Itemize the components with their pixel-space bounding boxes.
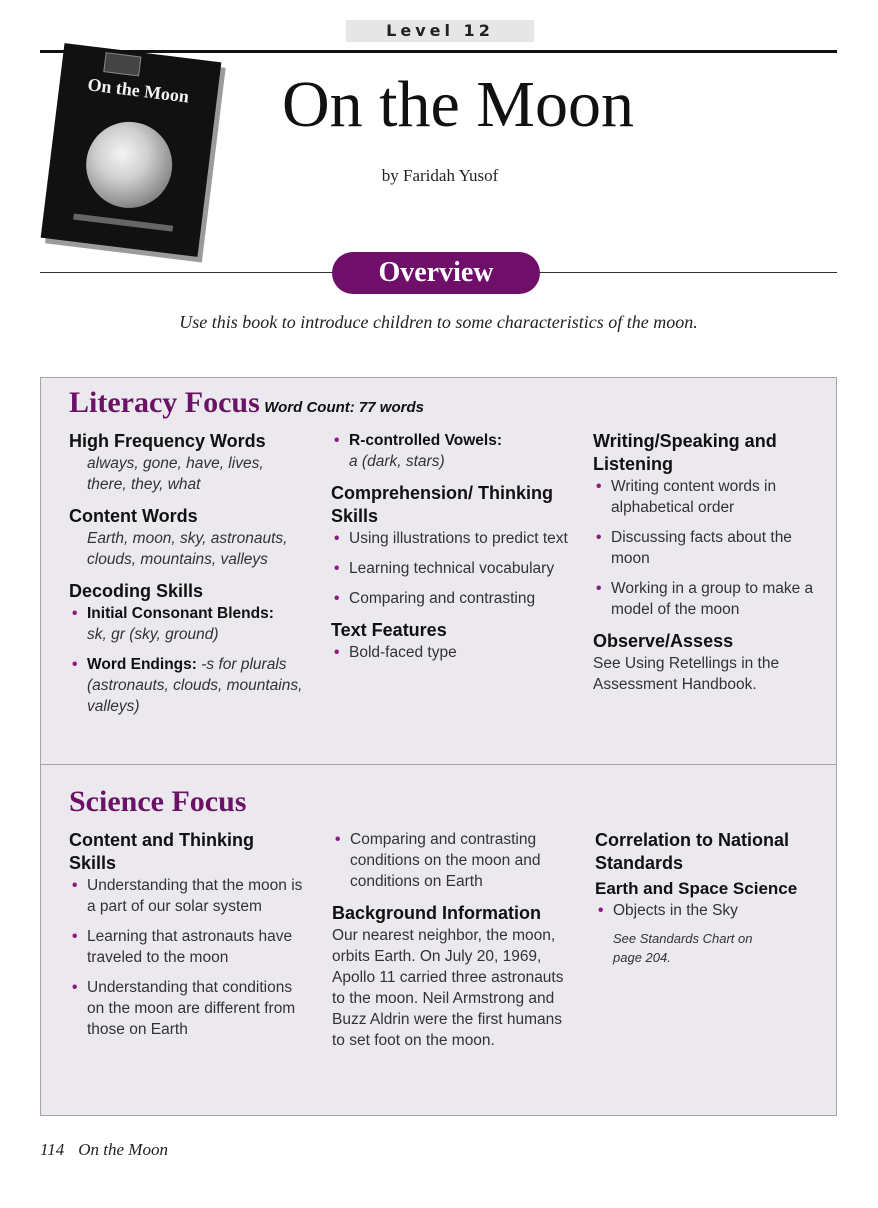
science-col-2: [332, 829, 572, 1051]
footer-book-title: On the Moon: [78, 1140, 168, 1159]
list-item: • Understanding that the moon is a part of our solar system: [69, 875, 305, 917]
text-features-list: [331, 642, 571, 663]
hfw-heading: High Frequency Words: [69, 431, 266, 451]
list-item: • Working in a group to make a model of the moon: [593, 578, 829, 620]
earth-space-list: [595, 900, 829, 921]
overview-badge: Overview: [332, 252, 540, 294]
rcontrolled-list: [331, 430, 571, 472]
science-focus-heading: Science Focus: [69, 785, 247, 818]
comprehension-list: [331, 528, 571, 609]
byline: by Faridah Yusof: [381, 166, 499, 185]
list-item: • Word Endings: -s for plurals (astronauts, clouds, mountains, valleys): [69, 654, 305, 717]
literacy-col-3: [593, 430, 829, 695]
cover-author-strip: [73, 214, 173, 232]
earth-space-heading: Earth and Space Science: [595, 879, 798, 898]
list-item: • Initial Consonant Blends: sk, gr (sky, ground): [69, 603, 305, 645]
writing-speaking-list: [593, 476, 829, 620]
list-item: • Comparing and contrasting: [331, 588, 571, 609]
observe-assess-text: See Using Retellings in the Assessment Handbook.: [593, 655, 780, 693]
list-item: • Learning technical vocabulary: [331, 558, 571, 579]
standards-chart-note: See Standards Chart on page 204.: [613, 931, 753, 965]
content-thinking-heading: Content and Thinking Skills: [69, 830, 254, 873]
page-number: 114: [40, 1140, 65, 1159]
literacy-focus-panel: [40, 377, 837, 765]
level-tag: Level 12: [346, 20, 534, 42]
overview-text: Use this book to introduce children to some characteristics of the moon.: [179, 312, 698, 332]
observe-assess-heading: Observe/Assess: [593, 631, 734, 651]
science-col-3: [595, 829, 829, 967]
literacy-col-1: [69, 430, 305, 717]
page-title: On the Moon: [282, 68, 634, 141]
list-item: • Learning that astronauts have traveled to the moon: [69, 926, 305, 968]
list-item: • Comparing and contrasting conditions on the moon and conditions on Earth: [332, 829, 572, 892]
page-footer: [40, 1140, 168, 1160]
decoding-list: [69, 603, 305, 717]
background-text: Our nearest neighbor, the moon, orbits Earth. On July 20, 1969, Apollo 11 carried three astronauts to the moon. Neil Armstrong and Buzz Aldrin were the first humans to set foot on the moon.: [332, 927, 564, 1049]
text-features-heading: Text Features: [331, 620, 447, 640]
list-item: • Using illustrations to predict text: [331, 528, 571, 549]
content-thinking-list-cont: [332, 829, 572, 892]
content-words-heading: Content Words: [69, 506, 198, 526]
list-item: • R-controlled Vowels: a (dark, stars): [331, 430, 571, 472]
comprehension-heading: Comprehension/ Thinking Skills: [331, 483, 554, 526]
writing-speaking-heading: Writing/Speaking and Listening: [593, 431, 777, 474]
hfw-words: always, gone, have, lives, there, they, what: [87, 455, 264, 493]
literacy-heading-row: [69, 386, 424, 420]
word-count: Word Count: 77 words: [264, 399, 424, 416]
correlation-heading: Correlation to National Standards: [595, 830, 790, 873]
content-words: Earth, moon, sky, astronauts, clouds, mountains, valleys: [87, 530, 288, 568]
decoding-heading: Decoding Skills: [69, 581, 204, 601]
list-item: • Writing content words in alphabetical order: [593, 476, 829, 518]
list-item: • Bold-faced type: [331, 642, 571, 663]
list-item: • Objects in the Sky: [595, 900, 829, 921]
moon-illustration: [81, 117, 177, 213]
list-item: • Understanding that conditions on the moon are different from those on Earth: [69, 977, 305, 1040]
science-focus-panel: [40, 764, 837, 1116]
list-item: • Discussing facts about the moon: [593, 527, 829, 569]
background-heading: Background Information: [332, 903, 542, 923]
content-thinking-list: [69, 875, 305, 1040]
cover-title: On the Moon: [86, 74, 191, 107]
literacy-focus-heading: Literacy Focus: [69, 386, 260, 419]
literacy-col-2: [331, 430, 571, 663]
publisher-logo: [103, 52, 141, 76]
top-rule: [40, 50, 837, 53]
science-col-1: [69, 829, 305, 1040]
book-cover-image: [41, 43, 222, 257]
